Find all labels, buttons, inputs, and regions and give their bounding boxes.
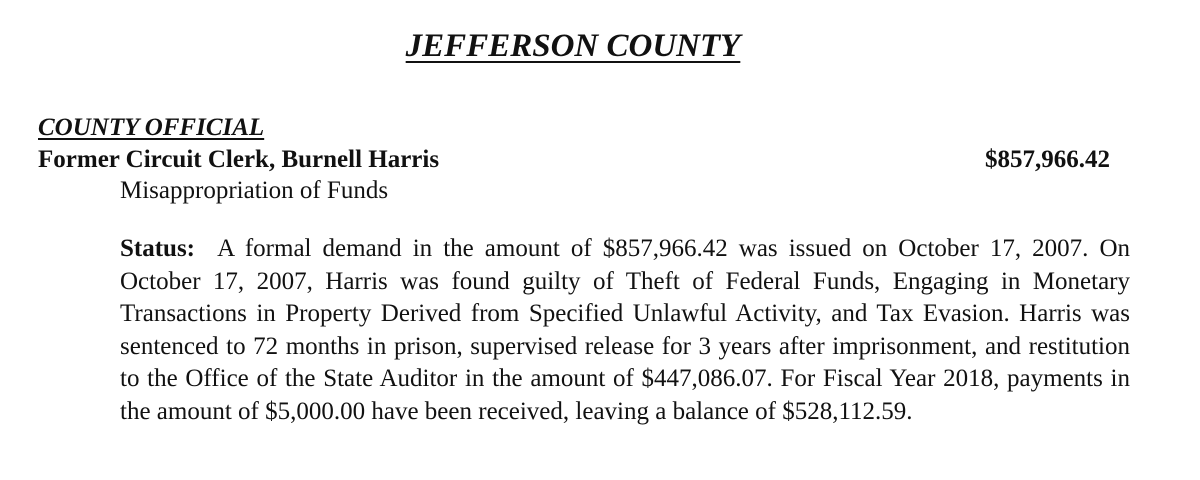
official-amount: $857,966.42 (985, 146, 1110, 173)
status-text: A formal demand in the amount of $857,966.42 was issued on October 17, 2007. On October 17, 2007, Harris was found guilty of Theft of Federal Funds, Engaging in Monetary Transactions in Property Derived from Specified Unlawful Activity, and Tax Evasion. Harris was sentenced to 72 months in prison, supervised release for 3 years after imprisonment, and restitution to the Office of the State Auditor in the amount of $447,086.07. For Fiscal Year 2018, payments in the amount of $5,000.00 have been received, leaving a balance of $528,112.59. (120, 235, 1131, 425)
section-label: COUNTY OFFICIAL (38, 114, 265, 141)
status-paragraph (120, 233, 1130, 429)
official-row (38, 144, 1110, 176)
violation-description: Misappropriation of Funds (120, 177, 389, 204)
county-title: JEFFERSON COUNTY (405, 28, 741, 64)
official-name: Former Circuit Clerk, Burnell Harris (38, 146, 440, 173)
status-label: Status: (120, 235, 196, 262)
